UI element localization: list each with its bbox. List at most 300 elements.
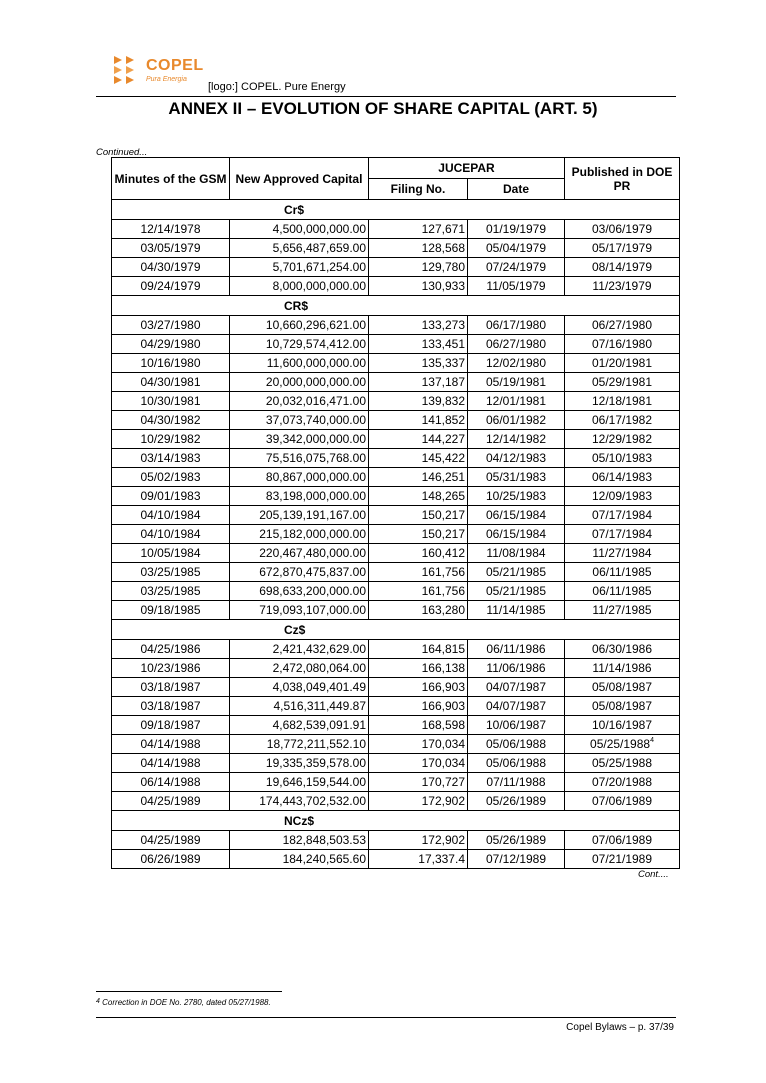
date-cell [468,850,565,869]
capital-cell-text: 205,139,191,167.00 [259,508,366,522]
date-cell [468,525,565,544]
table-row [112,544,680,563]
date-cell-text: 05/19/1981 [485,375,547,389]
footnote-marker: 4 [96,998,100,1005]
published-cell-text: 10/16/1987 [591,718,653,732]
currency-row [112,811,680,831]
capital-cell [230,563,369,582]
capital-cell-text: 75,516,075,768.00 [265,451,366,465]
date-cell [468,335,565,354]
minutes-cell-text: 04/25/1986 [140,642,201,656]
minutes-cell-text: 03/14/1983 [140,451,201,465]
filing-cell-text: 166,138 [421,661,465,675]
filing-cell [369,373,468,392]
date-cell-text: 06/17/1980 [485,318,547,332]
capital-cell-text: 698,633,200,000.00 [259,584,366,598]
minutes-cell [112,506,230,525]
header-published: Published in DOE PR [565,158,680,200]
table-row [112,697,680,716]
date-cell-text: 10/06/1987 [485,718,547,732]
filing-cell-text: 170,034 [421,737,465,751]
minutes-cell [112,754,230,773]
minutes-cell-text: 04/25/1989 [140,794,201,808]
date-cell-text: 05/26/1989 [485,833,547,847]
page-footer: Copel Bylaws – p. 37/39 [566,1022,674,1033]
filing-cell [369,678,468,697]
filing-cell-text: 161,756 [421,565,465,579]
table-row [112,449,680,468]
capital-cell [230,601,369,620]
minutes-cell-text: 04/30/1979 [140,260,201,274]
date-cell-text: 11/06/1986 [486,661,546,675]
minutes-cell [112,640,230,659]
minutes-cell [112,773,230,792]
capital-cell [230,373,369,392]
capital-cell-text: 2,421,432,629.00 [272,642,366,656]
published-cell [565,258,680,277]
filing-cell-text: 166,903 [421,680,465,694]
capital-cell [230,659,369,678]
currency-label: Cr$ [112,200,680,220]
filing-cell [369,773,468,792]
capital-cell [230,449,369,468]
published-cell-text: 07/17/1984 [591,527,653,541]
minutes-cell-text: 04/25/1989 [140,833,201,847]
footnote-ref: 4 [650,737,654,744]
published-cell [565,506,680,525]
capital-cell-text: 184,240,565.60 [282,852,366,866]
published-cell-text: 06/30/1986 [591,642,653,656]
capital-cell [230,316,369,335]
minutes-cell [112,678,230,697]
currency-label: NCz$ [112,811,680,831]
date-cell [468,601,565,620]
date-cell [468,258,565,277]
table-row [112,258,680,277]
published-cell-text: 12/09/1983 [591,489,653,503]
date-cell [468,792,565,811]
filing-cell-text: 150,217 [421,527,465,541]
filing-cell [369,449,468,468]
published-cell [565,792,680,811]
capital-cell-text: 4,038,049,401.49 [272,680,366,694]
date-cell [468,716,565,735]
filing-cell-text: 160,412 [421,546,465,560]
table-row [112,411,680,430]
date-cell-text: 07/12/1989 [485,852,547,866]
copel-logo-icon [112,54,144,84]
header-divider [96,96,676,97]
filing-cell [369,792,468,811]
minutes-cell [112,335,230,354]
published-cell-text: 07/16/1980 [591,337,653,351]
filing-cell-text: 129,780 [421,260,465,274]
currency-row [112,620,680,640]
date-cell-text: 05/21/1985 [485,584,547,598]
date-cell-text: 05/04/1979 [485,241,547,255]
published-cell [565,735,680,754]
published-cell-text: 06/17/1982 [591,413,653,427]
filing-cell [369,563,468,582]
published-cell [565,239,680,258]
minutes-cell [112,277,230,296]
published-cell-text: 05/08/1987 [591,699,653,713]
capital-cell-text: 18,772,211,552.10 [266,737,366,751]
capital-cell [230,850,369,869]
date-cell-text: 12/14/1982 [485,432,547,446]
date-cell-text: 06/11/1986 [486,642,546,656]
currency-row [112,200,680,220]
date-cell-text: 11/05/1979 [486,279,546,293]
minutes-cell [112,716,230,735]
filing-cell-text: 128,568 [421,241,465,255]
filing-cell [369,487,468,506]
minutes-cell-text: 10/16/1980 [140,356,201,370]
date-cell [468,449,565,468]
capital-cell [230,735,369,754]
date-cell-text: 10/25/1983 [485,489,547,503]
date-cell [468,831,565,850]
published-cell [565,354,680,373]
published-cell [565,678,680,697]
capital-cell-text: 5,701,671,254.00 [272,260,366,274]
published-cell-text: 06/14/1983 [591,470,653,484]
date-cell [468,506,565,525]
capital-cell [230,258,369,277]
minutes-cell [112,582,230,601]
date-cell-text: 06/15/1984 [485,527,547,541]
table-row [112,678,680,697]
published-cell-text: 07/06/1989 [591,794,653,808]
filing-cell-text: 161,756 [421,584,465,598]
published-cell-text: 11/23/1979 [592,279,652,293]
capital-cell-text: 20,032,016,471.00 [265,394,366,408]
date-cell [468,220,565,239]
date-cell [468,678,565,697]
table-row [112,582,680,601]
table-row [112,373,680,392]
filing-cell-text: 127,671 [421,222,465,236]
filing-cell [369,411,468,430]
filing-cell-text: 164,815 [421,642,465,656]
copel-logo [112,54,204,89]
date-cell-text: 05/21/1985 [485,565,547,579]
filing-cell-text: 170,727 [421,775,465,789]
filing-cell [369,754,468,773]
filing-cell [369,430,468,449]
table-row [112,850,680,869]
published-cell [565,468,680,487]
minutes-cell-text: 04/14/1988 [140,737,201,751]
date-cell [468,430,565,449]
filing-cell [369,354,468,373]
published-cell [565,850,680,869]
date-cell [468,697,565,716]
capital-cell [230,506,369,525]
capital-cell [230,640,369,659]
capital-cell [230,773,369,792]
published-cell [565,601,680,620]
filing-cell-text: 172,902 [421,794,465,808]
table-row [112,220,680,239]
footnote-divider [96,991,282,992]
date-cell-text: 12/01/1981 [485,394,547,408]
capital-cell-text: 174,443,702,532.00 [259,794,366,808]
currency-row [112,296,680,316]
minutes-cell [112,239,230,258]
capital-cell-text: 5,656,487,659.00 [272,241,366,255]
date-cell [468,316,565,335]
capital-cell-text: 215,182,000,000.00 [259,527,366,541]
capital-cell-text: 2,472,080,064.00 [272,661,366,675]
minutes-cell [112,525,230,544]
capital-cell [230,354,369,373]
filing-cell-text: 139,832 [421,394,465,408]
published-cell-text: 06/11/1985 [592,584,652,598]
published-cell [565,640,680,659]
capital-cell-text: 672,870,475,837.00 [259,565,366,579]
minutes-cell [112,659,230,678]
published-cell-text: 05/08/1987 [591,680,653,694]
date-cell [468,754,565,773]
published-cell [565,563,680,582]
minutes-cell-text: 03/25/1985 [140,565,201,579]
filing-cell-text: 144,227 [421,432,465,446]
capital-cell-text: 11,600,000,000.00 [266,356,366,370]
minutes-cell [112,850,230,869]
minutes-cell-text: 06/26/1989 [140,852,201,866]
filing-cell [369,697,468,716]
published-cell [565,449,680,468]
minutes-cell-text: 09/24/1979 [140,279,201,293]
date-cell [468,468,565,487]
capital-cell-text: 19,646,159,544.00 [265,775,366,789]
minutes-cell-text: 03/25/1985 [140,584,201,598]
date-cell-text: 11/08/1984 [486,546,546,560]
capital-cell [230,544,369,563]
date-cell-text: 05/06/1988 [485,756,547,770]
minutes-cell [112,316,230,335]
minutes-cell-text: 10/23/1986 [140,661,201,675]
filing-cell [369,239,468,258]
date-cell [468,239,565,258]
published-cell [565,335,680,354]
date-cell-text: 05/06/1988 [485,737,547,751]
minutes-cell-text: 12/14/1978 [140,222,201,236]
published-cell-text: 12/29/1982 [591,432,653,446]
minutes-cell [112,563,230,582]
filing-cell [369,468,468,487]
published-cell [565,831,680,850]
minutes-cell [112,735,230,754]
filing-cell-text: 168,598 [421,718,465,732]
published-cell [565,373,680,392]
logo-tagline: Pura Energia [146,76,187,83]
date-cell-text: 12/02/1980 [485,356,547,370]
published-cell [565,716,680,735]
minutes-cell [112,697,230,716]
minutes-cell [112,487,230,506]
published-cell-text: 11/27/1985 [592,603,652,617]
date-cell [468,563,565,582]
capital-cell [230,754,369,773]
minutes-cell-text: 09/01/1983 [140,489,201,503]
published-cell [565,220,680,239]
capital-cell [230,335,369,354]
published-cell-text: 05/10/1983 [591,451,653,465]
capital-cell [230,468,369,487]
published-cell-text: 12/18/1981 [591,394,653,408]
capital-cell [230,411,369,430]
capital-cell [230,430,369,449]
published-cell-text: 08/14/1979 [591,260,653,274]
header-minutes: Minutes of the GSM [112,158,230,200]
capital-cell-text: 10,660,296,621.00 [265,318,366,332]
published-cell [565,697,680,716]
table-row [112,430,680,449]
minutes-cell-text: 03/27/1980 [140,318,201,332]
capital-cell-text: 37,073,740,000.00 [265,413,366,427]
date-cell [468,659,565,678]
filing-cell-text: 166,903 [421,699,465,713]
date-cell [468,735,565,754]
capital-cell [230,792,369,811]
date-cell-text: 07/24/1979 [485,260,547,274]
capital-cell [230,525,369,544]
minutes-cell [112,220,230,239]
published-cell-text: 07/17/1984 [591,508,653,522]
table-row [112,525,680,544]
logo-name: COPEL [146,57,204,74]
date-cell [468,582,565,601]
share-capital-table [111,157,680,869]
minutes-cell-text: 04/30/1981 [140,375,201,389]
minutes-cell-text: 04/14/1988 [140,756,201,770]
capital-cell [230,678,369,697]
minutes-cell-text: 06/14/1988 [140,775,201,789]
capital-cell [230,220,369,239]
published-cell-text: 06/27/1980 [591,318,653,332]
table-row [112,754,680,773]
published-cell [565,316,680,335]
date-cell-text: 04/07/1987 [485,680,547,694]
minutes-cell [112,449,230,468]
header-note: [logo:] COPEL. Pure Energy [208,81,346,93]
filing-cell-text: 148,265 [421,489,465,503]
date-cell-text: 06/01/1982 [485,413,547,427]
footnote-text: Correction in DOE No. 2780, dated 05/27/1988. [102,998,271,1007]
table-row [112,468,680,487]
currency-label: CR$ [112,296,680,316]
date-cell [468,640,565,659]
filing-cell [369,850,468,869]
table-row [112,487,680,506]
table-row [112,640,680,659]
date-cell-text: 04/12/1983 [485,451,547,465]
filing-cell [369,258,468,277]
filing-cell [369,640,468,659]
table-row [112,354,680,373]
filing-cell [369,335,468,354]
table-row [112,773,680,792]
date-cell-text: 11/14/1985 [486,603,546,617]
filing-cell [369,544,468,563]
capital-cell [230,582,369,601]
minutes-cell [112,468,230,487]
minutes-cell [112,373,230,392]
filing-cell [369,831,468,850]
filing-cell [369,735,468,754]
published-cell-text: 11/14/1986 [592,661,652,675]
published-cell-text: 01/20/1981 [591,356,653,370]
minutes-cell [112,831,230,850]
capital-cell [230,239,369,258]
published-cell [565,773,680,792]
published-cell-text: 07/06/1989 [591,833,653,847]
minutes-cell [112,601,230,620]
published-cell-text: 05/25/1988 [590,737,651,751]
filing-cell-text: 133,273 [421,318,465,332]
minutes-cell-text: 03/18/1987 [140,680,201,694]
date-cell [468,392,565,411]
date-cell-text: 06/15/1984 [485,508,547,522]
minutes-cell-text: 10/05/1984 [140,546,201,560]
capital-cell-text: 182,848,503.53 [282,833,366,847]
published-cell-text: 07/20/1988 [591,775,653,789]
minutes-cell-text: 09/18/1985 [140,603,201,617]
published-cell [565,411,680,430]
published-cell [565,525,680,544]
capital-cell-text: 8,000,000,000.00 [272,279,366,293]
date-cell [468,373,565,392]
table-row [112,239,680,258]
capital-cell-text: 719,093,107,000.00 [259,603,366,617]
published-cell [565,544,680,563]
published-cell [565,277,680,296]
minutes-cell-text: 05/02/1983 [140,470,201,484]
minutes-cell [112,792,230,811]
minutes-cell-text: 10/29/1982 [140,432,201,446]
filing-cell [369,392,468,411]
date-cell [468,773,565,792]
filing-cell-text: 150,217 [421,508,465,522]
published-cell-text: 11/27/1984 [592,546,652,560]
table-body [112,200,680,869]
filing-cell-text: 141,852 [421,413,465,427]
minutes-cell-text: 04/10/1984 [140,508,201,522]
filing-cell [369,220,468,239]
date-cell-text: 04/07/1987 [485,699,547,713]
cont-label: Cont.... [638,869,669,880]
filing-cell-text: 135,337 [421,356,465,370]
published-cell [565,659,680,678]
minutes-cell [112,392,230,411]
filing-cell [369,716,468,735]
minutes-cell [112,354,230,373]
capital-cell-text: 220,467,480,000.00 [259,546,366,560]
filing-cell-text: 137,187 [421,375,465,389]
filing-cell-text: 17,337.4 [418,852,465,866]
table-row [112,601,680,620]
filing-cell [369,316,468,335]
table-row [112,716,680,735]
filing-cell-text: 145,422 [421,451,465,465]
capital-cell [230,831,369,850]
capital-cell-text: 4,682,539,091.91 [272,718,366,732]
date-cell [468,487,565,506]
minutes-cell-text: 03/05/1979 [140,241,201,255]
published-cell [565,582,680,601]
